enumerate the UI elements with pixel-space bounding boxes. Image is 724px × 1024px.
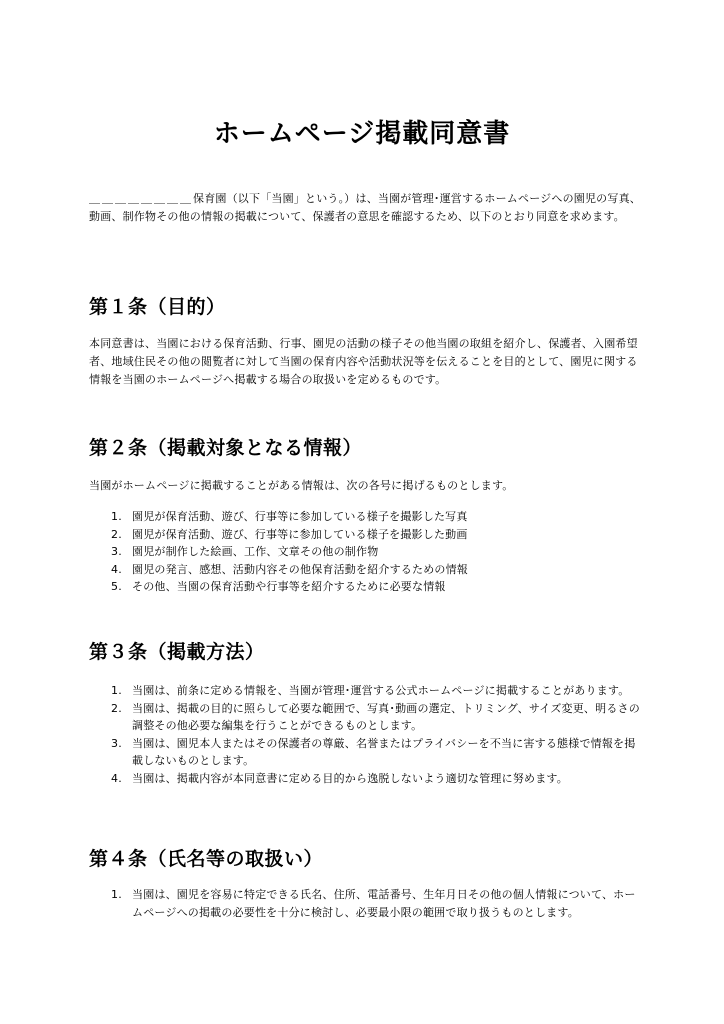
list-item-text: 園児の発言、感想、活動内容その他保育活動を紹介するための情報 — [132, 562, 468, 576]
list-item-number: 4. — [111, 562, 122, 576]
list-item — [89, 526, 641, 544]
list-item — [89, 508, 641, 526]
list-item-text: 園児が保育活動、遊び、行事等に参加している様子を撮影した動画 — [132, 527, 468, 541]
article-2-body: 当園がホームページに掲載することがある情報は、次の各号に掲げるものとします。 — [89, 479, 514, 492]
article-2-heading: 第２条（掲載対象となる情報） — [89, 437, 363, 459]
list-item — [89, 886, 641, 921]
article-3-list — [89, 682, 641, 787]
list-item-number: 1. — [111, 684, 122, 697]
list-item-text: その他、当園の保育活動や行事等を紹介するために必要な情報 — [132, 580, 446, 593]
list-item-text: 当園は、園児を容易に特定できる氏名、住所、電話番号、生年月日その他の個人情報について、ホームページへの掲載の必要性を十分に検討し、必要最小限の範囲で取り扱うものとします。 — [132, 888, 636, 919]
intro-blank-line: ＿＿＿＿＿＿＿＿ — [89, 192, 193, 205]
document-title: ホームページ掲載同意書 — [213, 119, 511, 149]
article-1-heading: 第１条（目的） — [89, 296, 226, 318]
list-item-text: 園児が保育活動、遊び、行事等に参加している様子を撮影した写真 — [132, 510, 468, 523]
article-4-heading: 第４条（氏名等の取扱い） — [89, 848, 324, 870]
list-item — [89, 700, 641, 735]
article-1-body: 本同意書は、当園における保育活動、行事、園児の活動の様子その他当園の取組を紹介し、保護者、入園希望者、地域住民その他の閲覧者に対して当園の保育内容や活動状況等を伝えることを目的として、園児に関する情報を当園のホームページへ掲載する場合の取扱いを定めるものです。 — [89, 337, 638, 386]
list-item — [89, 543, 641, 561]
intro-text: 保育園（以下「当園」という。）は、当園が管理･運営するホームページへの園児の写真、動画、制作物その他の情報の掲載について、保護者の意思を確認するため、以下のとおり同意を求めます。 — [89, 192, 641, 223]
list-item — [89, 561, 641, 579]
list-item-number: 2. — [111, 701, 122, 715]
list-item-number: 3. — [111, 736, 122, 750]
list-item-number: 2. — [111, 527, 122, 541]
list-item — [89, 682, 641, 700]
list-item-text: 当園は、掲載内容が本同意書に定める目的から逸脱しないよう適切な管理に努めます。 — [132, 771, 568, 785]
list-item-text: 当園は、園児本人またはその保護者の尊厳、名誉またはプライバシーを不当に害する態様で情報を掲載しないものとします。 — [132, 736, 636, 767]
article-4-list — [89, 886, 641, 921]
article-3-heading: 第３条（掲載方法） — [89, 641, 265, 663]
list-item — [89, 735, 641, 770]
list-item — [89, 578, 641, 596]
intro-paragraph — [89, 190, 641, 226]
list-item-number: 3. — [111, 545, 122, 558]
list-item-text: 当園は、掲載の目的に照らして必要な範囲で、写真･動画の選定、トリミング、サイズ変更、明るさの調整その他必要な編集を行うことができるものとします。 — [132, 701, 640, 732]
list-item — [89, 770, 641, 788]
list-item-text: 園児が制作した絵画、工作、文章その他の制作物 — [132, 545, 379, 558]
article-2-list — [89, 508, 641, 596]
list-item-number: 5. — [111, 580, 122, 593]
list-item-number: 1. — [111, 888, 122, 901]
list-item-text: 当園は、前条に定める情報を、当園が管理･運営する公式ホームページに掲載することがあります。 — [132, 684, 630, 697]
list-item-number: 4. — [111, 771, 122, 785]
list-item-number: 1. — [111, 510, 122, 523]
